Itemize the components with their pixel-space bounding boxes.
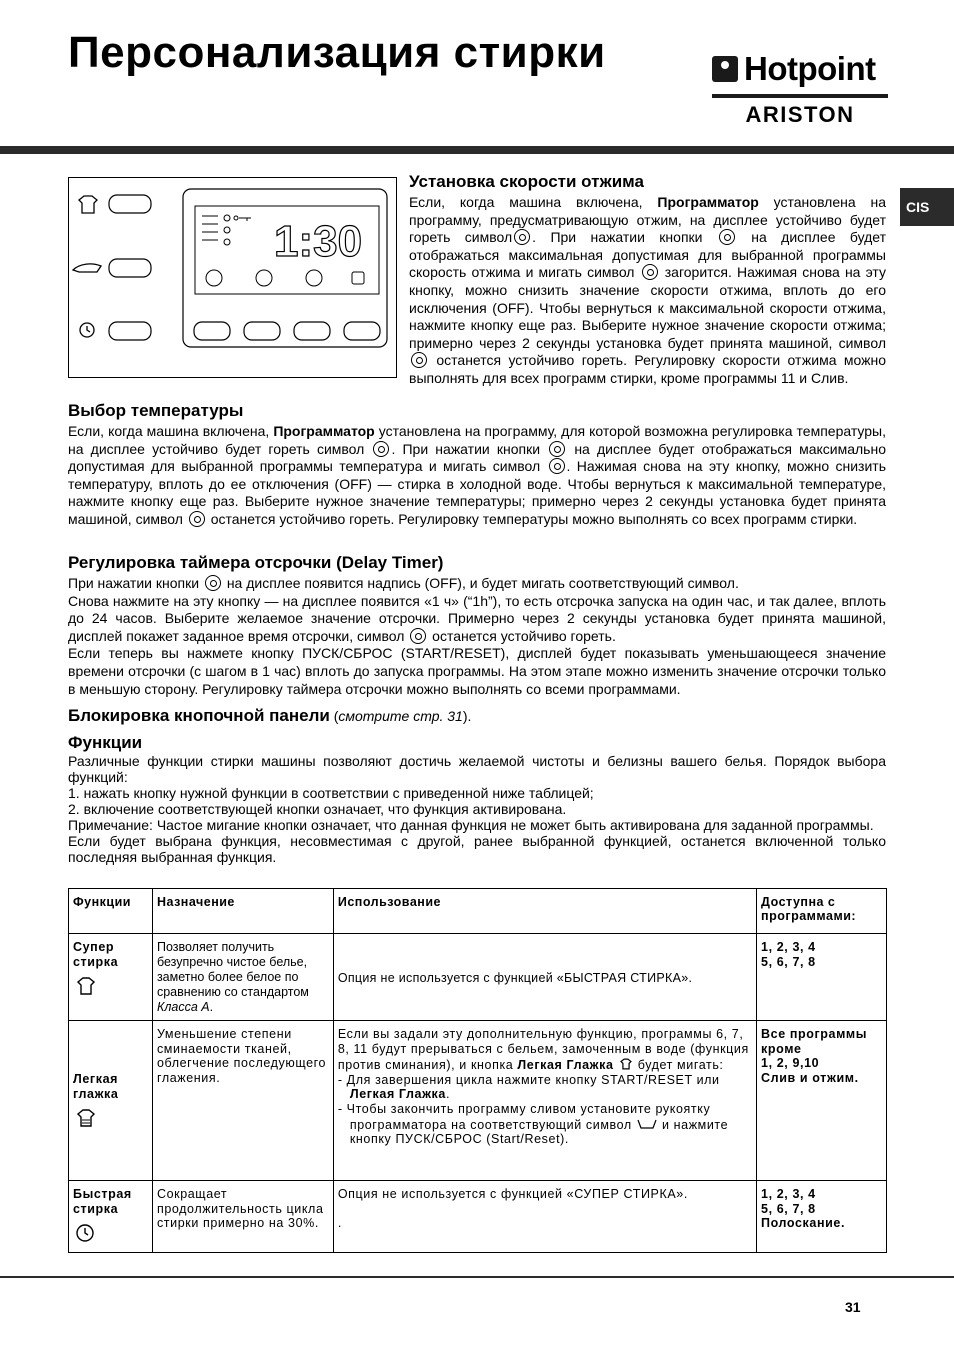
quick-wash-icon bbox=[73, 1220, 97, 1244]
temperature-section: Выбор температуры Если, когда машина включена, Программатор установлена на программу, для которой возможна регулировка температуры, на дисплее устойчиво будет гореть символ . При нажатии кнопки на дисплее будет отображаться максимально допустимая для выбранной программы температура и мигать символ . Нажимая снова на эту кнопку, можно снизить температуру, вплоть до ее отключения (OFF) — стирка в холодной воде. Чтобы вернуться к максимальной температуре, нажмите кнопку еще раз. Выберите нужное значение температуры; примерно через 2 секунды установка будет принята машиной, символ останется устойчиво гореть. Регулировку температуры можно выполнять со всех программ стирки. bbox=[68, 401, 887, 527]
function-purpose: Уменьшение степени сминаемости тканей, облегчение последующего глажения. bbox=[152, 1021, 333, 1181]
function-programs: 1, 2, 3, 4 5, 6, 7, 8 Полоскание. bbox=[757, 1181, 887, 1253]
column-header: Использование bbox=[333, 889, 756, 934]
control-panel-illustration bbox=[68, 177, 397, 378]
header-divider bbox=[0, 146, 954, 154]
super-wash-icon bbox=[73, 973, 99, 999]
hotpoint-logo-icon bbox=[712, 56, 738, 82]
lock-page-reference: смотрите стр. 31 bbox=[338, 708, 463, 724]
functions-heading: Функции bbox=[68, 733, 143, 752]
table-row: Быстрая стирка Сокращает продолжительность цикла стирки примерно на 30%. Опция не используется с функцией «СУПЕР СТИРКА». . 1, 2, 3, 4 5, 6, 7, 8 Полоскание. bbox=[69, 1181, 887, 1253]
column-header: Назначение bbox=[152, 889, 333, 934]
lock-heading: Блокировка кнопочной панели bbox=[68, 706, 330, 725]
column-header: Доступна с программами: bbox=[757, 889, 887, 934]
function-name: Быстрая стирка bbox=[73, 1187, 132, 1216]
spin-icon bbox=[642, 264, 658, 280]
thermometer-icon bbox=[189, 511, 205, 527]
easy-iron-button[interactable] bbox=[109, 259, 151, 277]
control-panel-drawing bbox=[69, 178, 395, 376]
table-row: Супер стирка Позволяет получить безупречно чистое белье, заметно более белое по сравнению со стандартом Класса А. Опция не используется с функцией «БЫСТРАЯ СТИРКА». 1, 2, 3, 4 5, 6, 7, 8 bbox=[69, 934, 887, 1021]
display-frame bbox=[183, 189, 387, 347]
spin-section: Установка скорости отжима Если, когда машина включена, Программатор установлена на программу, предусматривающую отжим, на дисплее устойчиво будет гореть символ . При нажатии кнопки на дисплее будет отображаться максимальная допустимая для выбранной программы скорость отжима и мигать символ загорится. Нажимая снова на эту кнопку, можно снизить значение скорости отжима, вплоть до его исключения (OFF). Чтобы вернуться к максимальной скорости отжима, нажмите кнопку еще раз. Выберите нужное значение скорости отжима; примерно через 2 секунды установка будет принята машиной, символ останется устойчиво гореть. Регулировку скорости отжима можно выполнять для всех программ стирки, кроме программы 11 и Слив. bbox=[409, 172, 887, 386]
page-title: Персонализация стирки bbox=[68, 28, 606, 77]
spin-icon bbox=[411, 352, 427, 368]
thermometer-icon bbox=[373, 441, 389, 457]
super-wash-icon bbox=[79, 196, 97, 213]
function-purpose: Позволяет получить безупречно чистое белье, заметно более белое по сравнению со стандартом bbox=[156, 940, 309, 999]
lock-section: Блокировка кнопочной панели (смотрите стр. 31). bbox=[68, 706, 472, 725]
brand-sub: ARISTON bbox=[745, 102, 855, 127]
quick-wash-icon bbox=[80, 323, 94, 337]
page-number: 31 bbox=[845, 1299, 861, 1315]
lcd-indicators bbox=[202, 215, 251, 245]
brand-logo bbox=[712, 50, 888, 128]
function-name: Супер стирка bbox=[73, 940, 119, 969]
thermometer-icon bbox=[549, 441, 565, 457]
functions-section: Функции Различные функции стирки машины позволяют достичь желаемой чистоты и белизны вашего белья. Порядок выбора функций: 1. нажать кнопку нужной функции в соответствии с приведенной ниже таблицей; 2. включение соответствующей кнопки означает, что функция активирована. Примечание: Частое мигание кнопки означает, что данная функция не может быть активирована для заданной программы. Если будет выбрана функция, несовместимая с другой, ранее выбранной функцией, останется включенной только последняя выбранная функция. bbox=[68, 733, 886, 865]
function-programs: 1, 2, 3, 4 5, 6, 7, 8 bbox=[757, 934, 887, 1021]
function-usage: Опция не используется с функцией «СУПЕР СТИРКА». bbox=[337, 1187, 688, 1201]
delay-timer-button[interactable] bbox=[294, 322, 330, 340]
lcd-time: 1:30 bbox=[274, 217, 363, 266]
function-purpose: Сокращает продолжительность цикла стирки примерно на 30%. bbox=[152, 1181, 333, 1253]
spin-button[interactable] bbox=[194, 322, 230, 340]
function-programs: Все программы кроме 1, 2, 9,10 Слив и отжим. bbox=[757, 1021, 887, 1181]
delay-heading: Регулировка таймера отсрочки (Delay Timer) bbox=[68, 553, 444, 572]
language-tab: CIS bbox=[900, 188, 954, 226]
thermometer-icon bbox=[549, 458, 565, 474]
spin-icon bbox=[514, 229, 530, 245]
table-row: Легкая глажка Уменьшение степени сминаемости тканей, облегчение последующего глажения. Если вы задали эту дополнительную функцию, программы 6, 7, 8, 11 будут прерываться с бельем, замоченным в воде (функция против сминания), и кнопка Легкая Глажка будет мигать: - Для завершения цикла нажмите кнопку START/RESET или Легкая Глажка. - Чтобы закончить программу сливом установите рукоятку программатора на соответствующий символ и нажмите кнопку ПУСК/СБРОС (Start/Reset). Все программы кроме 1, 2, 9,10 Слив и отжим. bbox=[69, 1021, 887, 1181]
spin-heading: Установка скорости отжима bbox=[409, 172, 644, 191]
quick-wash-button[interactable] bbox=[109, 322, 151, 340]
spin-icon bbox=[719, 229, 735, 245]
brand-name: Hotpoint bbox=[744, 50, 876, 87]
drain-icon bbox=[636, 1117, 658, 1131]
delay-timer-icon bbox=[205, 575, 221, 591]
temperature-heading: Выбор температуры bbox=[68, 401, 244, 420]
functions-table bbox=[68, 888, 887, 1253]
super-wash-button[interactable] bbox=[109, 195, 151, 213]
function-name: Легкая глажка bbox=[73, 1071, 119, 1101]
table-header-row bbox=[69, 889, 887, 934]
temperature-button[interactable] bbox=[244, 322, 280, 340]
delay-timer-icon bbox=[410, 628, 426, 644]
lock-button[interactable] bbox=[344, 322, 380, 340]
easy-iron-icon bbox=[618, 1056, 634, 1072]
lcd-bottom-icons bbox=[206, 270, 364, 286]
delay-timer-section: Регулировка таймера отсрочки (Delay Timer) При нажатии кнопки на дисплее появится надпись (OFF), и будет мигать соответствующий символ. Снова нажмите на эту кнопку — на дисплее появится «1 ч» (“1h”), то есть отсрочка запуска на один час, и так далее, вплоть до 24 часов. Выберите желаемое значение отсрочки. Примерно через 2 секунды установка будет принята машиной, дисплей покажет заданное время отсрочки, символ останется устойчиво гореть. Если теперь вы нажмете кнопку ПУСК/СБРОС (START/RESET), дисплей будет показывать уменьшающееся значение времени отсрочки (с шагом в 1 час) вплоть до запуска программы. На этом этапе можно изменить значение отсрочки только в меньшую сторону. Регулировку таймера отсрочки можно выполнять со всеми программами. bbox=[68, 553, 886, 697]
easy-iron-icon bbox=[73, 1105, 99, 1131]
easy-iron-icon bbox=[73, 264, 101, 272]
footer-divider bbox=[0, 1276, 954, 1278]
function-usage: Опция не используется с функцией «БЫСТРАЯ СТИРКА». bbox=[333, 934, 756, 1021]
column-header: Функции bbox=[69, 889, 153, 934]
